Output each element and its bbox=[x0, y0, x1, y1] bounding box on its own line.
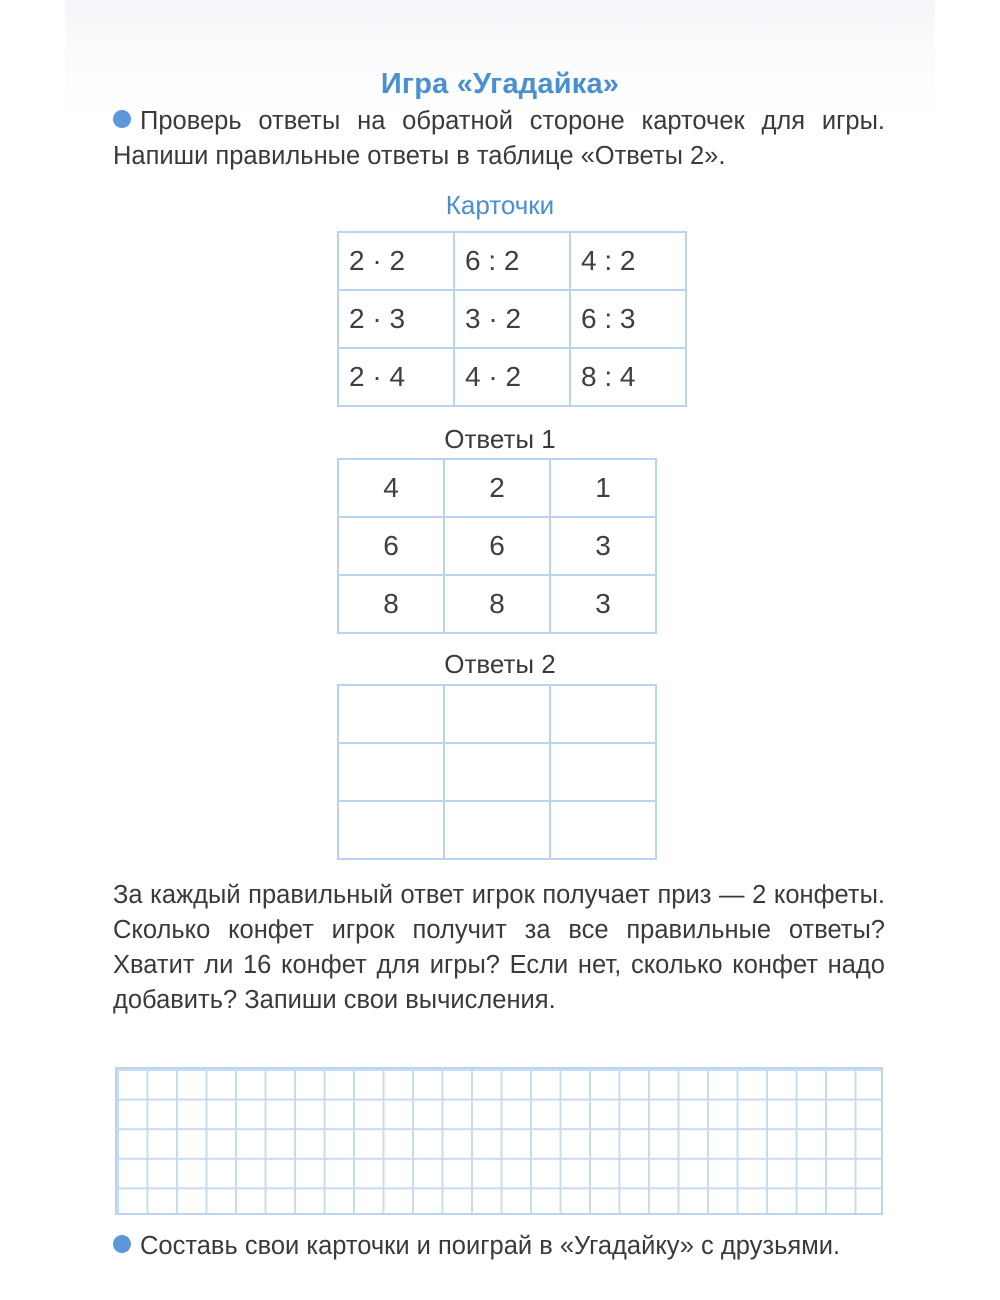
card-cell: 8 : 4 bbox=[570, 348, 686, 406]
blue-dot-icon bbox=[113, 110, 131, 128]
cards-row bbox=[338, 290, 686, 348]
answer-cell: 3 bbox=[550, 575, 656, 633]
calculation-grid[interactable] bbox=[115, 1067, 883, 1215]
answers2-row bbox=[338, 801, 656, 859]
blue-dot-icon bbox=[113, 1235, 131, 1253]
answer-input-cell[interactable] bbox=[550, 801, 656, 859]
page-title: Игра «Угадайка» bbox=[380, 68, 620, 100]
answer-cell: 3 bbox=[550, 517, 656, 575]
answer-input-cell[interactable] bbox=[550, 685, 656, 743]
answer-input-cell[interactable] bbox=[338, 743, 444, 801]
task-instruction-1-text: Проверь ответы на обратной стороне карточек для игры. Напиши правильные ответы в таблице «Ответы 2». bbox=[113, 107, 885, 170]
answer-cell: 6 bbox=[338, 517, 444, 575]
answers1-row bbox=[338, 459, 656, 517]
answers2-caption: Ответы 2 bbox=[444, 649, 556, 679]
answer-cell: 8 bbox=[444, 575, 550, 633]
card-cell: 6 : 2 bbox=[454, 232, 570, 290]
task-instruction-1 bbox=[113, 104, 885, 174]
card-cell: 3 · 2 bbox=[454, 290, 570, 348]
cards-table bbox=[337, 231, 687, 407]
answers1-caption: Ответы 1 bbox=[444, 424, 556, 454]
answers2-table bbox=[337, 684, 657, 860]
task-instruction-2-text: Составь свои карточки и поиграй в «Угадайку» с друзьями. bbox=[140, 1232, 841, 1260]
answer-input-cell[interactable] bbox=[338, 685, 444, 743]
problem-text: За каждый правильный ответ игрок получает приз — 2 конфеты. Сколько конфет игрок получит за все правильные ответы? Хватит ли 16 конфет для игры? Если нет, сколько конфет надо добавить? Запиши свои вычисления. bbox=[113, 881, 885, 1014]
answer-input-cell[interactable] bbox=[444, 743, 550, 801]
answer-input-cell[interactable] bbox=[550, 743, 656, 801]
answers2-row bbox=[338, 685, 656, 743]
card-cell: 2 · 3 bbox=[338, 290, 454, 348]
answer-cell: 1 bbox=[550, 459, 656, 517]
card-cell: 4 · 2 bbox=[454, 348, 570, 406]
answers1-row bbox=[338, 517, 656, 575]
answer-input-cell[interactable] bbox=[338, 801, 444, 859]
answer-input-cell[interactable] bbox=[444, 801, 550, 859]
card-cell: 2 · 2 bbox=[338, 232, 454, 290]
answer-cell: 2 bbox=[444, 459, 550, 517]
answers1-table bbox=[337, 458, 657, 634]
answer-input-cell[interactable] bbox=[444, 685, 550, 743]
card-cell: 4 : 2 bbox=[570, 232, 686, 290]
cards-caption: Карточки bbox=[445, 190, 555, 220]
cards-row bbox=[338, 232, 686, 290]
cards-row bbox=[338, 348, 686, 406]
task-instruction-2 bbox=[113, 1229, 885, 1264]
card-cell: 6 : 3 bbox=[570, 290, 686, 348]
answer-cell: 8 bbox=[338, 575, 444, 633]
answer-cell: 4 bbox=[338, 459, 444, 517]
answers2-row bbox=[338, 743, 656, 801]
answer-cell: 6 bbox=[444, 517, 550, 575]
answers1-row bbox=[338, 575, 656, 633]
card-cell: 2 · 4 bbox=[338, 348, 454, 406]
